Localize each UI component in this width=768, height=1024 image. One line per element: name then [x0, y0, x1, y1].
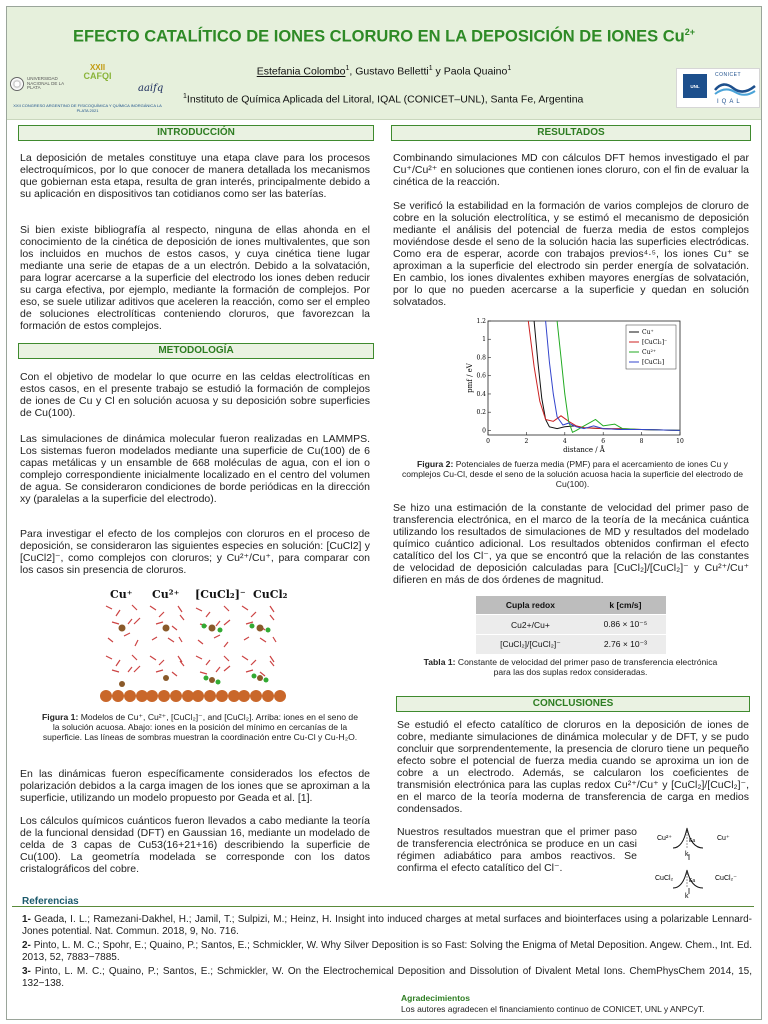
section-introduccion: INTRODUCCIÓN: [18, 125, 374, 141]
section-resultados: RESULTADOS: [391, 125, 751, 141]
x-tick-label: 0: [486, 438, 490, 445]
resultados-paragraph-2: Se verificó la estabilidad en la formación de varios complejos de cloruro de cobre en la solución electrolítica, y se estimó el mecanismo de deposición mediante el análisis del potencial de fuerza media de estos complejos moviéndose desde el seno de la solución hacia las superficies electródicas. Como era de esperar, acorde con trabajos previos⁴·⁵, los iones Cu⁺ se aproximan a la superficie del electrodo sin perder energía de solvatación. En cambio, los iones divalentes exhiben mayores energías de solvatación, por lo que no pueden acercarse a la superficie y quedan en solución solvatados.: [393, 200, 749, 308]
reference-1: 1- Geada, I. L.; Ramezani-Dakhel, H.; Jamil, T.; Sulpizi, M.; Heinz, H. Insight into induced charges at metal surfaces and biointerfaces using a polarizable Lennard-Jones potential. Nat. Commun. 2018, 9, No. 716.: [22, 914, 752, 937]
section-conclusiones: CONCLUSIONES: [396, 696, 750, 712]
resultados-paragraph-1: Combinando simulaciones MD con cálculos DFT hemos investigado el par Cu⁺/Cu²⁺ en soluciones que contienen iones cloruro, con el fin de evaluar la cinética de la reacción.: [393, 152, 749, 188]
table-row: [476, 635, 666, 655]
section-metodologia: METODOLOGÍA: [18, 343, 374, 359]
figure-2-caption: Figura 2: Potenciales de fuerza media (PMF) para el acercamiento de iones Cu y complejos Cu-Cl, desde el seno de la solución acuosa hacia la superficie del electrodo de Cu(100).: [401, 459, 744, 489]
y-tick-label: 0: [482, 427, 486, 435]
unl-square-icon: UNL: [683, 74, 707, 98]
table-row: [476, 615, 666, 635]
mech-label-ea-1: Ea: [689, 838, 696, 844]
x-tick-label: 2: [524, 438, 529, 445]
pmf-chart: [466, 315, 688, 458]
references-divider: [12, 906, 754, 907]
mech-label-k-1: k: [685, 851, 689, 858]
legend-label: Cu⁺: [642, 329, 654, 336]
affiliation: $^1$Instituto de Química Aplicada del Litoral, IQAL (CONICET–UNL), Santa Fe, Argentina: [183, 93, 584, 106]
aaifq-logo: aaifq: [138, 82, 164, 94]
poster-title: EFECTO CATALÍTICO DE IONES CLORURO EN LA DEPOSICIÓN DE IONES $Cu^{2+}$: [72, 27, 696, 46]
mech-label-cu1: Cu⁺: [717, 835, 730, 842]
metodo-paragraph-1: Con el objetivo de modelar lo que ocurre en las celdas electrolíticas en estos casos, en el presente trabajo se estudió la formación de complejos de iones de Cu y Cl en solución acuosa y su deposición sobre superficies de Cu(100).: [20, 371, 370, 419]
mech-label-cucl2-minus: CuCl₂⁻: [715, 875, 737, 882]
figure-1-models: [100, 588, 380, 708]
conclusiones-paragraph-2: Nuestros resultados muestran que el primer paso de transferencia electrónica se produce en un casi régimen adiabático para ambos reactivos. Se confirma el efecto catalítico del Cl⁻.: [397, 826, 637, 874]
fig1-molecular-snapshots: [100, 600, 300, 708]
mechanism-scheme: [655, 818, 765, 898]
y-tick-label: 0.4: [476, 390, 486, 398]
mech-label-ea-2: Ea: [689, 878, 696, 884]
acknowledgements-title: Agradecimientos: [401, 993, 470, 1003]
table-1-caption: Tabla 1: Constante de velocidad del primer paso de transferencia electrónica para las dos suplas redox consideradas.: [423, 657, 718, 677]
y-tick-label: 1.2: [476, 318, 486, 325]
table-header-couple: Cupla redox: [476, 596, 585, 615]
y-tick-label: 0.8: [476, 354, 486, 362]
conicet-wave-icon: [713, 78, 757, 98]
fig1-label-cu2: Cu²⁺: [152, 588, 180, 601]
unlp-seal-icon: [10, 77, 24, 91]
mech-label-cu2: Cu²⁺: [657, 835, 672, 842]
table-cell: Cu2+/Cu+: [476, 615, 585, 635]
legend-label: [CuCl₂]⁻: [642, 339, 668, 346]
fig1-label-cucl2-minus: [CuCl₂]⁻: [195, 588, 246, 601]
fig1-label-cucl2: CuCl₂: [253, 588, 288, 601]
intro-paragraph-1: La deposición de metales constituye una etapa clave para los procesos electroquímicos, por lo que conocer de manera detallada los mecanismos que gobiernan esta etapa, resulta de gran interés, principalmente debido a su aplicación en dispositivos tan cotidianos como ser las baterías.: [20, 152, 370, 200]
table-cell: [CuCl₂]/[CuCl₂]⁻: [476, 635, 585, 655]
metodo-paragraph-2: Las simulaciones de dinámica molecular fueron realizadas en LAMMPS. Los sistemas fueron modelados mediante una superficie de Cu(100) de 6 capas metálicas y un ensamble de 668 moléculas de agua, con el ion o complejo correspondiente inicialmente localizado en el centro del volumen de agua. Se consideraron condiciones de borde periódicas en la dirección xy (paralelas a la superficie del electrodo).: [20, 433, 370, 505]
rate-constants-table: [476, 596, 666, 654]
x-tick-label: 10: [676, 438, 684, 445]
reference-3: 3- Pinto, L. M. C.; Quaino, P.; Santos, E.; Schmickler, W. On the Electrochemical Deposition and Dissolution of Divalent Metal Ions. ChemPhysChem 2014, 15, 132−138.: [22, 966, 752, 989]
table-header-k: k [cm/s]: [585, 596, 666, 615]
table-cell: 2.76 × 10⁻³: [585, 635, 666, 655]
x-tick-label: 8: [639, 438, 644, 445]
table-cell: 0.86 × 10⁻⁵: [585, 615, 666, 635]
metodo-paragraph-5: Los cálculos químicos cuánticos fueron llevados a cabo mediante la teoría de la funcional densidad (DFT) en Gaussian 16, mediante un modelado de celda de 3 capas de Cu53(16+21+16) describiendo la superficie de Cu(100). La geometría modelada se corresponde con los datos cristalográficos del cobre.: [20, 815, 370, 875]
figure-1-caption: Figura 1: Modelos de Cu⁺, Cu²⁺, [CuCl₂]⁻, and [CuCl₂]. Arriba: iones en el seno de la solución acuosa. Abajo: iones en la posición del mínimo en cercanías de la superficie. Las líneas de sombras muestran la coordinación entre Cu-Cl y Cu-H₂O.: [42, 712, 358, 742]
legend-label: Cu²⁺: [642, 349, 657, 356]
unlp-logo: UNIVERSIDAD NACIONAL DE LA PLATA: [10, 66, 70, 102]
legend-label: [CuCl₂]: [642, 359, 665, 366]
mech-label-k-2: k: [685, 893, 689, 898]
acknowledgements-text: Los autores agradecen el financiamiento continuo de CONICET, UNL y ANPCyT.: [401, 1004, 705, 1014]
x-tick-label: 4: [562, 438, 567, 445]
cafqi-logo: XXII CAFQI: [83, 63, 112, 81]
resultados-paragraph-3: Se hizo una estimación de la constante de velocidad del primer paso de transferencia electrónica, en el marco de la teoría de la mecánica cuántica utilizando los resultados de simulaciones de MD y resultados del modelado químico cuántico adicional. Los resultados obtenidos confirman el efecto catalítico del los Cl⁻, ya que se encontró que la relación de las constantes de velocidad de deposición calculadas para [CuCl₂]/[CuCl₂]⁻ y Cu²⁺/Cu⁺ difieren en más de dos órdenes de magnitud.: [393, 502, 749, 586]
references-title: Referencias: [22, 896, 79, 907]
mech-label-cucl2: CuCl₂: [655, 875, 674, 882]
fig1-label-cu1: Cu⁺: [110, 588, 133, 601]
metodo-paragraph-4: En las dinámicas fueron específicamente considerados los efectos de polarización debidos a la carga imagen de los iones que se aproximan a la superficie, utilizando un modelo propuesto por Geada et al. [1].: [20, 768, 370, 804]
authors: Estefania Colombo$^1$, Gustavo Belletti$^1$ y Paola Quaino$^1$: [256, 65, 512, 78]
y-axis-label: pmf / eV: [466, 363, 474, 393]
energy-barrier-diagram: [655, 818, 765, 898]
x-tick-label: 6: [601, 438, 606, 445]
reference-2: 2- Pinto, L. M. C.; Spohr, E.; Quaino, P.; Santos, E.; Schmickler, W. Why Silver Deposition is so Fast: Solving the Enigma of Metal Deposition. Angew. Chem., Int. Ed. 2013, 52, 7883−7885.: [22, 940, 752, 963]
congress-name: XXII CONGRESO ARGENTINO DE FISICOQUÍMICA Y QUÍMICA INORGÁNICA LA PLATA 2021: [13, 103, 162, 113]
x-axis-label: distance / Å: [563, 446, 605, 454]
metodo-paragraph-3: Para investigar el efecto de los complejos con cloruros en el proceso de deposición, se consideraron las siguientes especies en solución: [CuCl2] y [CuCl2]⁻, como complejos con cloruros; y Cu²⁺/Cu⁺, para comparar con los casos sin presencia de cloruros.: [20, 528, 370, 576]
y-tick-label: 0.2: [476, 409, 486, 417]
y-tick-label: 1: [482, 336, 486, 344]
intro-paragraph-2: Si bien existe bibliografía al respecto, ninguna de ellas ahonda en el conocimiento de la cinética de deposición de iones multivalentes, que son los incluidos en muchos de estos casos, y cuya cinética tiene lugar mediante una serie de etapas de a un electrón. Debido a la solvatación, para lograr acercarse a la superficie del electrodo los iones deben reducir su carga efectiva, por ejemplo, mediante la formación de complejos. Por eso, se suele utilizar aditivos que aceleren la reacción, como ser el empleo de soluciones electrolíticas conteniendo cloruros, que favorezcan la formación de estos complejos.: [20, 224, 370, 332]
y-tick-label: 0.6: [476, 372, 486, 380]
unl-conicet-iqal-logo: UNL CONICET IQAL: [676, 68, 760, 108]
conclusiones-paragraph-1: Se estudió el efecto catalítico de cloruros en la deposición de iones de cobre, mediante simulaciones de dinámica molecular y de DFT, y se pudo concluir que sorprendentemente, la presencia de cloruro tiene un pequeño efecto sobre el potencial de fuerza media cuando se aproxima un ion de cobre a un electrodo. Además, se calcularon los coeficientes de transmisión electrónica para las cuplas redox Cu²⁺/Cu⁺ y [CuCl₂]/[CuCl₂]⁻, en el marco de la teoría moderna de transferencia de carga en medios condensados.: [397, 719, 749, 815]
